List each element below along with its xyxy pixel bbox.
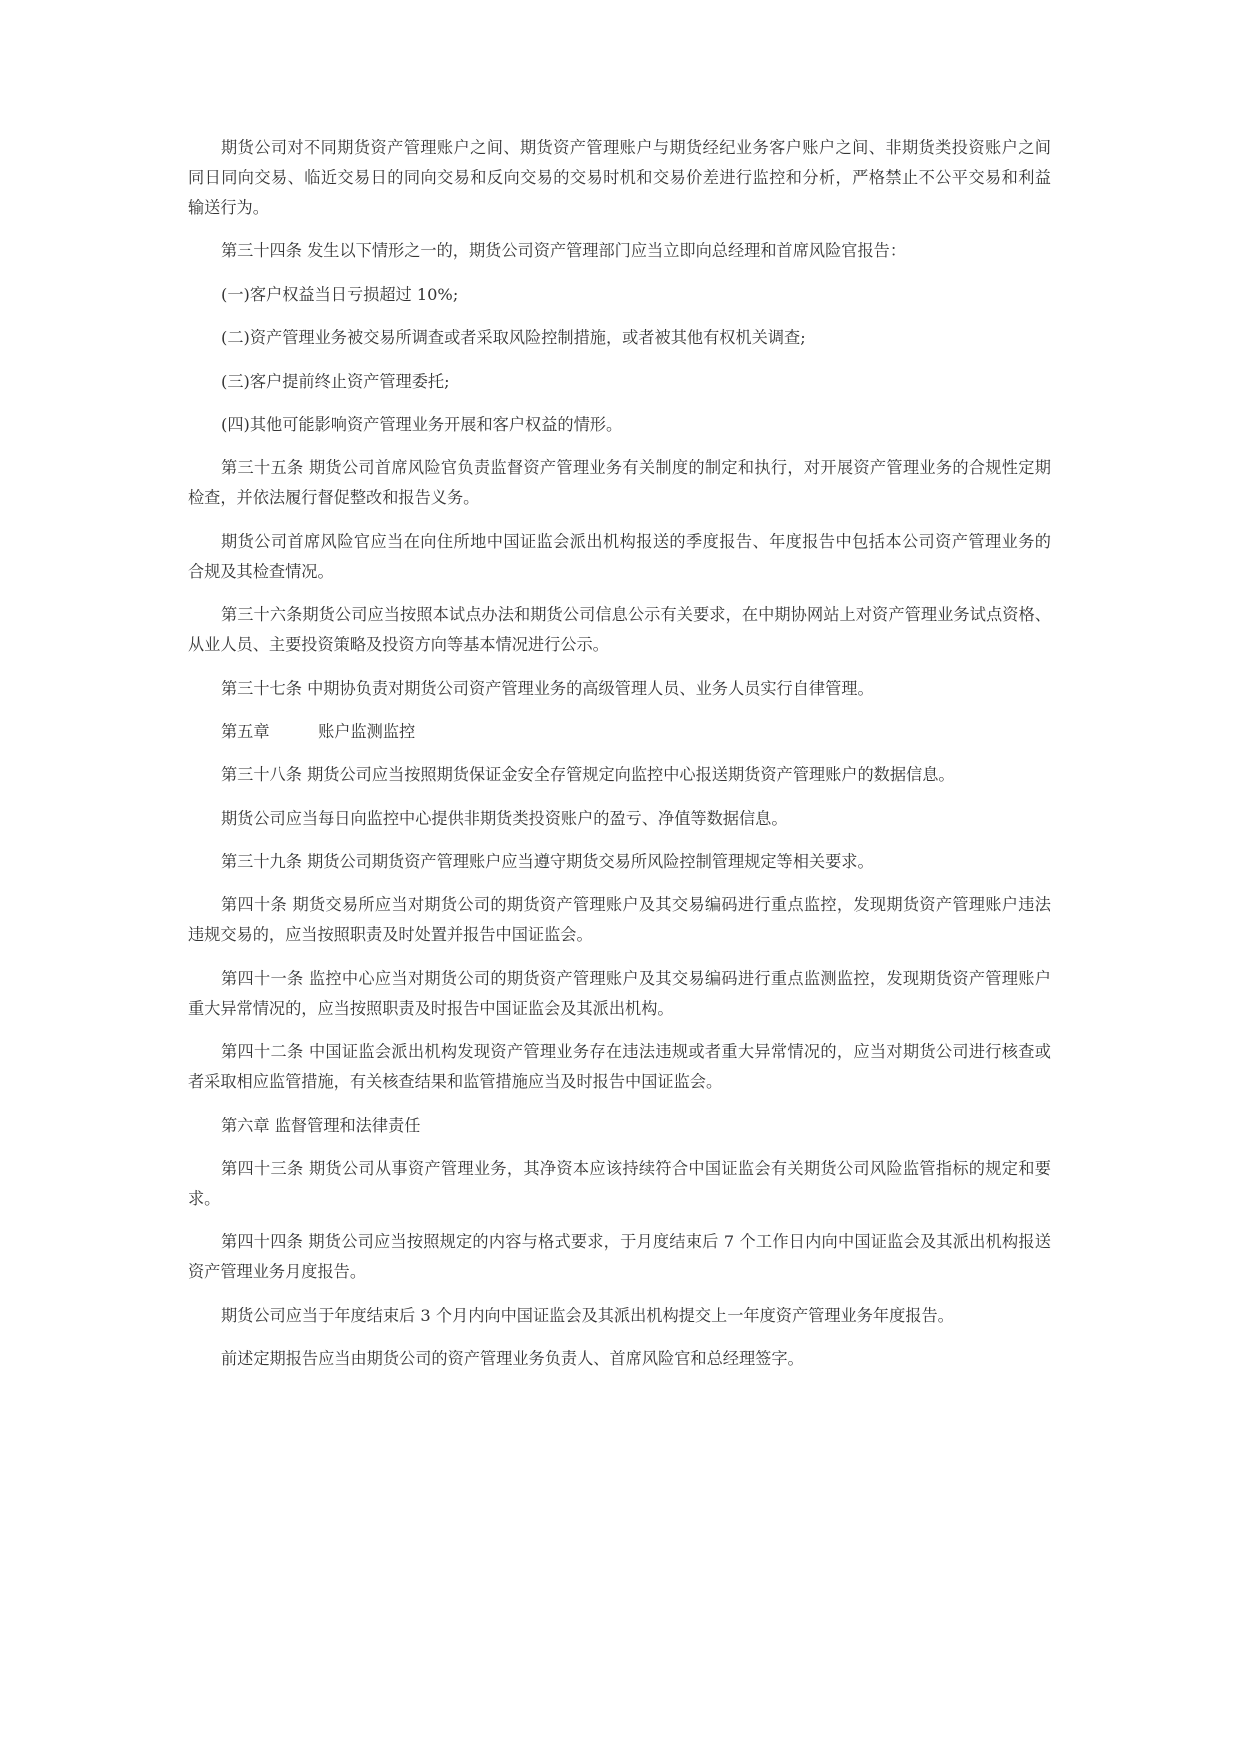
text-line: 第四十一条 监控中心应当对期货公司的期货资产管理账户及其交易编码进行重点监测监控，发现期货资产管理账户 bbox=[221, 968, 1051, 988]
text-line: 重大异常情况的，应当按照职责及时报告中国证监会及其派出机构。 bbox=[188, 998, 674, 1018]
text-line: 同日同向交易、临近交易日的同向交易和反向交易的交易时机和交易价差进行监控和分析，严格禁止不公平交易和利益 bbox=[188, 168, 1051, 187]
chapter-6-heading bbox=[188, 1111, 1051, 1141]
article-34-item-3 bbox=[188, 367, 1051, 397]
text-line: 输送行为。 bbox=[188, 198, 269, 217]
article-37 bbox=[188, 674, 1051, 704]
article-40 bbox=[188, 890, 1051, 950]
text-line: 者采取相应监管措施，有关核查结果和监管措施应当及时报告中国证监会。 bbox=[188, 1072, 723, 1092]
article-34-item-1 bbox=[188, 280, 1051, 310]
text-line: 第三十七条 中期协负责对期货公司资产管理业务的高级管理人员、业务人员实行自律管理。 bbox=[221, 678, 874, 698]
text-line: 求。 bbox=[188, 1189, 221, 1209]
article-36 bbox=[188, 600, 1051, 660]
text-line: 检查，并依法履行督促整改和报告义务。 bbox=[188, 488, 480, 508]
article-35 bbox=[188, 453, 1051, 513]
article-43 bbox=[188, 1154, 1051, 1214]
article-44-paragraph-2 bbox=[188, 1301, 1051, 1331]
text-line: 期货公司对不同期货资产管理账户之间、期货资产管理账户与期货经纪业务客户账户之间、非期货类投资账户之间 bbox=[221, 138, 1051, 157]
text-line: 第五章 账户监测监控 bbox=[221, 721, 416, 741]
chapter-5-heading bbox=[188, 717, 1051, 747]
text-line: 第三十四条 发生以下情形之一的，期货公司资产管理部门应当立即向总经理和首席风险官报告： bbox=[221, 241, 907, 261]
text-line: 第四十四条 期货公司应当按照规定的内容与格式要求，于月度结束后 7 个工作日内向中国证监会及其派出机构报送 bbox=[221, 1232, 1051, 1252]
article-34-item-4 bbox=[188, 410, 1051, 440]
paragraph-trading-monitoring bbox=[188, 133, 1051, 223]
text-line: 第四十条 期货交易所应当对期货公司的期货资产管理账户及其交易编码进行重点监控，发现期货资产管理账户违法 bbox=[221, 895, 1051, 915]
text-line: 第三十九条 期货公司期货资产管理账户应当遵守期货交易所风险控制管理规定等相关要求。 bbox=[221, 852, 874, 872]
article-38 bbox=[188, 760, 1051, 790]
article-39 bbox=[188, 847, 1051, 877]
text-line: (三)客户提前终止资产管理委托; bbox=[221, 371, 450, 391]
text-line: 前述定期报告应当由期货公司的资产管理业务负责人、首席风险官和总经理签字。 bbox=[221, 1349, 804, 1369]
text-line: (四)其他可能影响资产管理业务开展和客户权益的情形。 bbox=[221, 414, 623, 434]
text-line: 期货公司应当于年度结束后 3 个月内向中国证监会及其派出机构提交上一年度资产管理业务年度报告。 bbox=[221, 1305, 954, 1325]
article-34 bbox=[188, 236, 1051, 266]
text-line: 期货公司首席风险官应当在向住所地中国证监会派出机构报送的季度报告、年度报告中包括本公司资产管理业务的 bbox=[221, 531, 1051, 551]
article-44-paragraph-3 bbox=[188, 1344, 1051, 1374]
document-body bbox=[188, 133, 1051, 1388]
text-line: 从业人员、主要投资策略及投资方向等基本情况进行公示。 bbox=[188, 635, 609, 655]
text-line: 第三十五条 期货公司首席风险官负责监督资产管理业务有关制度的制定和执行，对开展资产管理业务的合规性定期 bbox=[221, 458, 1051, 478]
article-34-item-2 bbox=[188, 323, 1051, 353]
text-line: 第三十六条期货公司应当按照本试点办法和期货公司信息公示有关要求，在中期协网站上对资产管理业务试点资格、 bbox=[221, 605, 1051, 625]
article-35-paragraph-2 bbox=[188, 527, 1051, 587]
article-41 bbox=[188, 964, 1051, 1024]
text-line: (一)客户权益当日亏损超过 10%; bbox=[221, 284, 459, 304]
text-line: 合规及其检查情况。 bbox=[188, 561, 334, 581]
text-line: 第六章 监督管理和法律责任 bbox=[221, 1115, 421, 1135]
article-44 bbox=[188, 1227, 1051, 1287]
article-42 bbox=[188, 1037, 1051, 1097]
text-line: (二)资产管理业务被交易所调查或者采取风险控制措施，或者被其他有权机关调查; bbox=[221, 328, 806, 348]
text-line: 第四十二条 中国证监会派出机构发现资产管理业务存在违法违规或者重大异常情况的，应当对期货公司进行核查或 bbox=[221, 1042, 1051, 1062]
text-line: 第三十八条 期货公司应当按照期货保证金安全存管规定向监控中心报送期货资产管理账户的数据信息。 bbox=[221, 765, 955, 785]
text-line: 违规交易的，应当按照职责及时处置并报告中国证监会。 bbox=[188, 925, 593, 945]
article-38-paragraph-2 bbox=[188, 804, 1051, 834]
text-line: 第四十三条 期货公司从事资产管理业务，其净资本应该持续符合中国证监会有关期货公司风险监管指标的规定和要 bbox=[221, 1159, 1051, 1179]
text-line: 期货公司应当每日向监控中心提供非期货类投资账户的盈亏、净值等数据信息。 bbox=[221, 808, 788, 828]
text-line: 资产管理业务月度报告。 bbox=[188, 1262, 367, 1282]
